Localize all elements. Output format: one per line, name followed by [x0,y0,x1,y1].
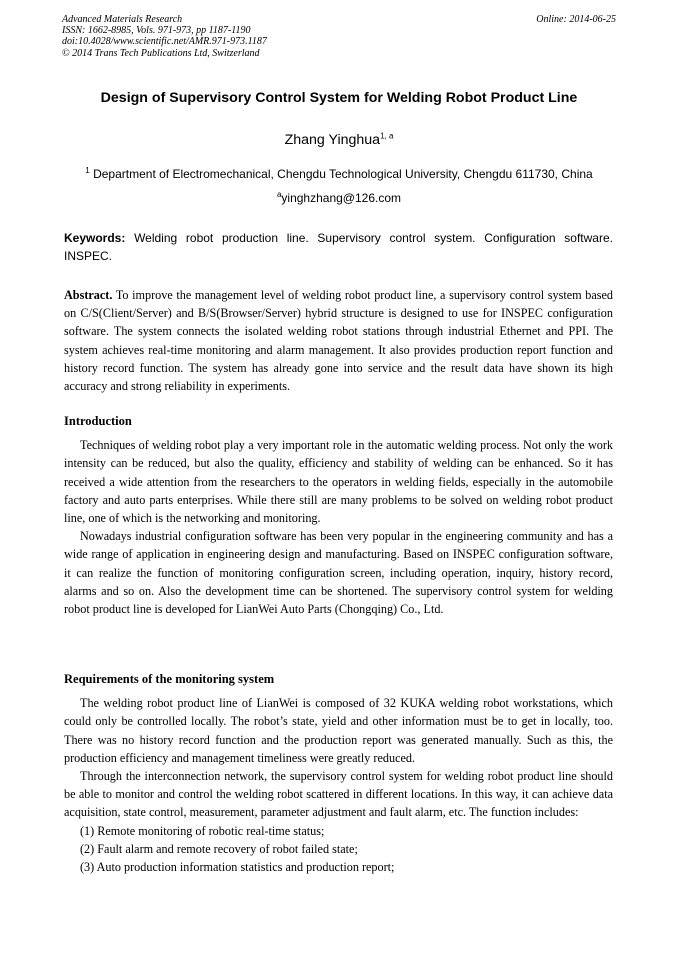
paragraph: The welding robot product line of LianWei is composed of 32 KUKA welding robot workstations, which could only be controlled locally. The robot’s state, yield and other information must be to get in locally, too. There was no history record function and the production report was generated manually. Such as this, the production efficiency and management timeliness were greatly reduced. [64,696,613,765]
section-introduction [64,412,613,618]
keywords-text: Welding robot production line. Supervisory control system. Configuration software. INSPEC. [64,231,613,263]
keywords-label: Keywords: [64,231,126,245]
affiliation-text: Department of Electromechanical, Chengdu Technological University, Chengdu 611730, China [93,167,593,181]
section-heading: Introduction [64,414,132,428]
email-address[interactable]: yinghzhang@126.com [281,191,402,205]
journal-header [62,14,616,59]
section-heading: Requirements of the monitoring system [64,672,275,686]
section-requirements [64,670,613,876]
paragraph: Techniques of welding robot play a very important role in the automatic welding process. Not only the work intensity can be reduced, but also the quality, efficiency and stability of welding can be enhanced. So it has received a wide attention from the researchers to the operators in welding fields, especially in the automobile factory and auto parts enterprises. While there still are many problems to be solved on welding robot product line, one of which is the networking and monitoring. [64,438,613,526]
author-superscript: 1, a [380,131,394,141]
abstract-label: Abstract. [64,288,113,302]
list-item: (3) Auto production information statistics and production report; [80,860,395,875]
author-line [0,132,678,148]
paragraph: Through the interconnection network, the supervisory control system for welding robot product line should be able to monitor and control the welding robot scattered in different locations. In this way, it can achieve data acquisition, state control, measurement, parameter adjustment and fault alarm, etc. The function includes: [64,769,613,820]
keywords-block [64,230,613,265]
journal-name: Advanced Materials Research [62,14,183,25]
journal-issn: ISSN: 1662-8985, Vols. 971-973, pp 1187-1190 [62,25,251,37]
list-item: (1) Remote monitoring of robotic real-time status; [80,823,325,838]
email-line [0,191,678,205]
journal-doi: doi:10.4028/www.scientific.net/AMR.971-973.1187 [62,36,267,48]
paragraph: Nowadays industrial configuration software has been very popular in the engineering community and has a wide range of application in engineering design and manufacturing. Based on INSPEC configuration software, it can realize the function of monitoring configuration screen, including operation, inquiry, history record, alarms and so on. Also the development time can be shortened. The supervisory control system for welding robot product line is developed for LianWei Auto Parts (Chongqing) Co., Ltd. [64,529,613,617]
abstract-block [64,286,613,395]
author-name: Zhang Yinghua [284,132,381,148]
list-item: (2) Fault alarm and remote recovery of robot failed state; [80,841,358,856]
affiliation-superscript: 1 [85,166,90,175]
journal-copyright: © 2014 Trans Tech Publications Ltd, Switzerland [62,47,260,59]
affiliation-line [20,167,658,181]
paper-title: Design of Supervisory Control System for Welding Robot Product Line [100,90,578,106]
email-superscript: a [276,190,282,199]
online-date: Online: 2014-06-25 [536,14,616,25]
abstract-text: To improve the management level of welding robot product line, a supervisory control system based on C/S(Client/Server) and B/S(Browser/Server) hybrid structure is designed to use for INSPEC configuration software. The system connects the isolated welding robot stations through industrial Ethernet and PPI. The system achieves real-time monitoring and alarm management. It also provides production report function and history record function. The system has already gone into service and the result data have shown its high accuracy and strong reliability in experiments. [64,288,613,394]
